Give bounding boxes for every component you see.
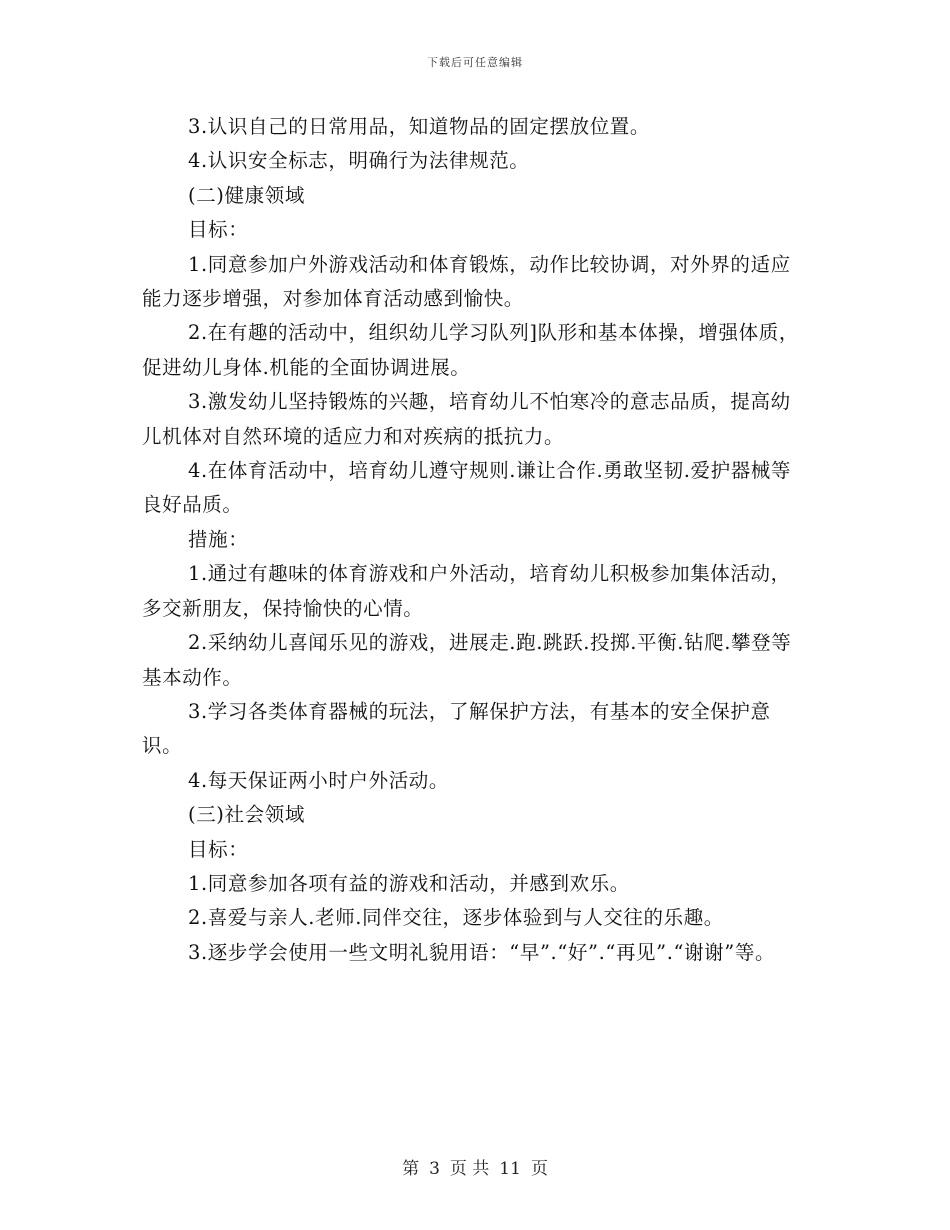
paragraph: 4.每天保证两小时户外活动。 <box>188 768 450 792</box>
subheading-goals: 目标： <box>188 218 249 242</box>
paragraph: 1.同意参加各项有益的游戏和活动，并感到欢乐。 <box>188 871 630 895</box>
document-body <box>142 110 806 970</box>
paragraph: 4.认识安全标志，明确行为法律规范。 <box>188 149 530 173</box>
footer-middle: 页 共 <box>449 1159 490 1179</box>
paragraph: 2.喜爱与亲人.老师.同伴交往，逐步体验到与人交往的乐趣。 <box>188 906 724 930</box>
footer-suffix: 页 <box>530 1159 548 1179</box>
page-footer <box>0 1154 950 1179</box>
section-heading: (二)健康领域 <box>188 183 305 207</box>
total-pages: 11 <box>499 1159 521 1179</box>
paragraph: 4.在体育活动中，培育幼儿遵守规则.谦让合作.勇敢坚韧.爱护器械等良好品质。 <box>142 459 792 517</box>
section-heading: (三)社会领域 <box>188 803 305 827</box>
paragraph: 2.采纳幼儿喜闻乐见的游戏，进展走.跑.跳跃.投掷.平衡.钻爬.攀登等基本动作。 <box>142 631 792 689</box>
subheading-measures: 措施： <box>188 527 249 551</box>
footer-prefix: 第 <box>402 1159 420 1179</box>
page-header: 下载后可任意编辑 <box>427 56 523 69</box>
page-number: 3 <box>429 1159 440 1179</box>
paragraph: 2.在有趣的活动中，组织幼儿学习队列]队形和基本体操，增强体质，促进幼儿身体.机能的全面协调进展。 <box>142 321 799 379</box>
subheading-goals: 目标： <box>188 837 249 861</box>
paragraph: 1.同意参加户外游戏活动和体育锻炼，动作比较协调，对外界的适应能力逐步增强，对参加体育活动感到愉快。 <box>142 252 791 311</box>
paragraph: 3.学习各类体育器械的玩法，了解保护方法，有基本的安全保护意识。 <box>142 699 771 758</box>
paragraph: 1.通过有趣味的体育游戏和户外活动，培育幼儿积极参加集体活动，多交新朋友，保持愉快的心情。 <box>142 562 791 620</box>
paragraph: 3.认识自己的日常用品，知道物品的固定摆放位置。 <box>188 115 651 138</box>
paragraph: 3.激发幼儿坚持锻炼的兴趣，培育幼儿不怕寒冷的意志品质，提高幼儿机体对自然环境的适应力和对疾病的抵抗力。 <box>142 390 791 448</box>
paragraph: 3.逐步学会使用一些文明礼貌用语：“早”.“好”.“再见”.“谢谢”等。 <box>188 940 776 964</box>
